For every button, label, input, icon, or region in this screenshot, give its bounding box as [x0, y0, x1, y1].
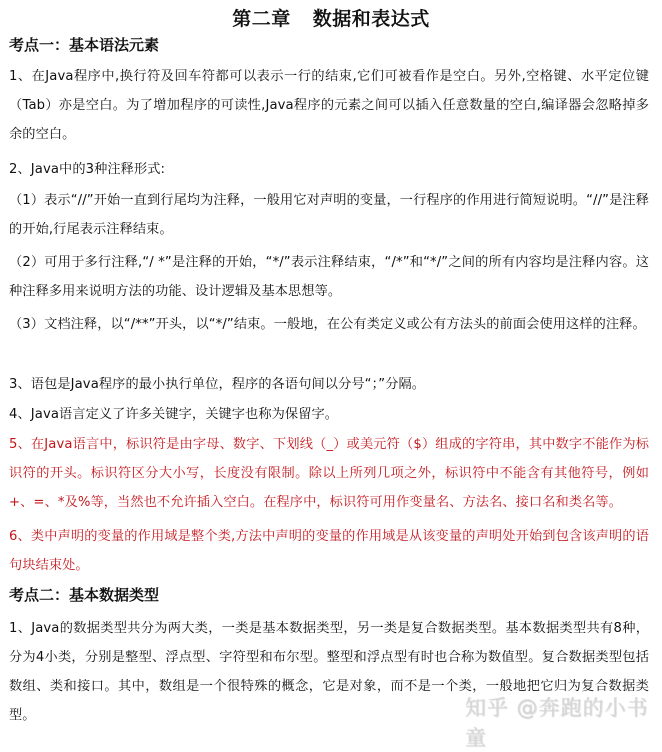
paragraph-multi-line-comment: （2）可用于多行注释,“/ *”是注释的开始，“*/”表示注释结束，“/*”和“*/”之间的所有内容均是注释内容。这种注释多用来说明方法的功能、设计逻辑及基本思想等。 [9, 255, 649, 299]
paragraph-keywords: 4、Java语言定义了许多关键字，关键字也称为保留字。 [9, 407, 339, 422]
paragraph-single-line-comment: （1）表示“//”开始一直到行尾均为注释，一般用它对声明的变量，一行程序的作用进行简短说明。“//”是注释的开始,行尾表示注释结束。 [9, 193, 649, 237]
paragraph-scope: 6、类中声明的变量的作用域是整个类,方法中声明的变量的作用域是从该变量的声明处开始到包含该声明的语句块结束处。 [9, 529, 649, 573]
chapter-name: 数据和表达式 [312, 8, 430, 30]
section-heading-2: 考点二：基本数据类型 [9, 586, 160, 604]
chapter-title [0, 4, 662, 31]
paragraph-comment-types: 2、Java中的3种注释形式: [9, 162, 166, 177]
section-heading-1: 考点一：基本语法元素 [9, 36, 160, 54]
paragraph-data-types: 1、Java的数据类型共分为两大类，一类是基本数据类型，另一类是复合数据类型。基本数据类型共有8种，分为4小类，分别是整型、浮点型、字符型和布尔型。整型和浮点型有时也合称为数值型。复合数据类型包括数组、类和接口。其中，数组是一个很特殊的概念，它是对象，而不是一个类，一般地把它归为复合数据类型。 [9, 621, 649, 723]
paragraph-identifiers: 5、在Java语言中，标识符是由字母、数字、下划线（_）或美元符（$）组成的字符串，其中数字不能作为标识符的开头。标识符区分大小写，长度没有限制。除以上所列几项之外，标识符中不能含有其他符号，例如+、=、*及%等，当然也不允许插入空白。在程序中，标识符可用作变量名、方法名、接口名和类名等。 [9, 437, 649, 510]
paragraph-statement: 3、语包是Java程序的最小执行单位，程序的各语句间以分号“；”分隔。 [9, 377, 426, 392]
paragraph-whitespace: 1、在Java程序中,换行符及回车符都可以表示一行的结束,它们可被看作是空白。另外,空格键、水平定位键（Tab）亦是空白。为了增加程序的可读性,Java程序的元素之间可以插入任意数量的空白,编译器会忽略掉多余的空白。 [9, 69, 649, 142]
paragraph-doc-comment: （3）文档注释，以“/**”开头，以“*/”结束。一般地，在公有类定义或公有方法头的前面会使用这样的注释。 [9, 317, 646, 332]
watermark: 知乎 @奔跑的小书童 [465, 696, 649, 750]
chapter-number: 第二章 [232, 8, 291, 30]
